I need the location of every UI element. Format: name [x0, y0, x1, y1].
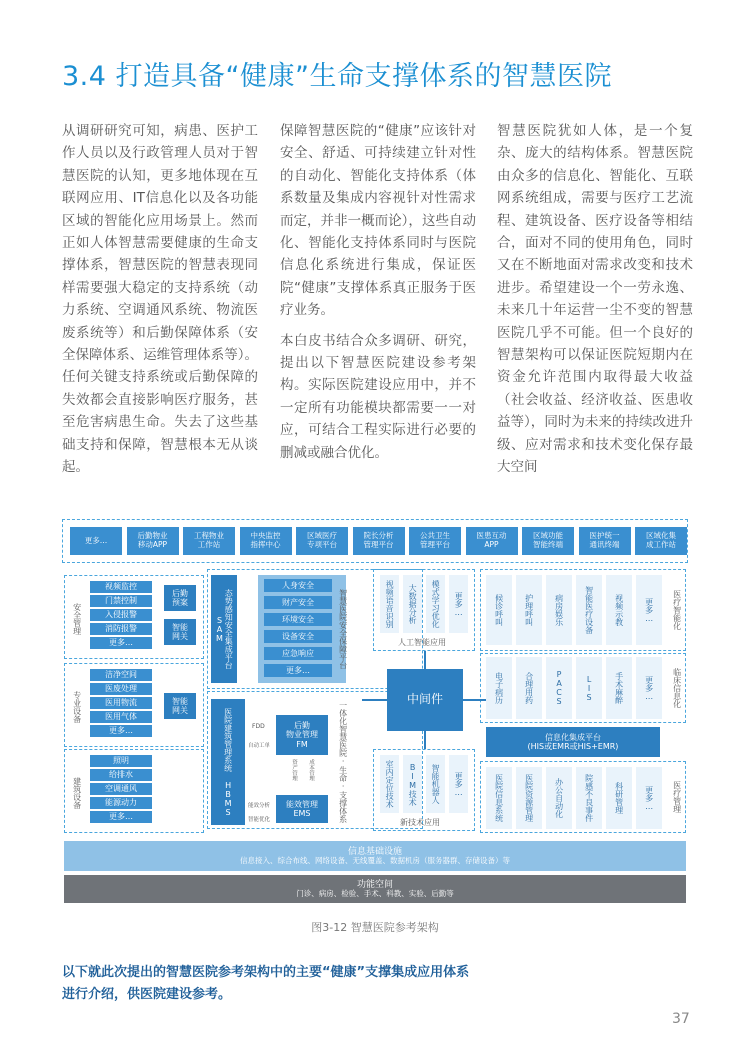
top-row-item: 工程物业 工作站 — [183, 527, 235, 555]
fm-box: 后勤 物业管理 FM — [276, 715, 328, 755]
sam-item: 人身安全 — [264, 579, 332, 592]
paragraph: 保障智慧医院的“健康”应该针对安全、舒适、可持续建立针对性的自动化、智能化支持体系（体系数量及集成内容视针对性需求而定，并非一概而论），这些自动化、智能化支持体系同时与医院信息化系统进行集成，保证医院“健康”支撑体系真正服务于医疗业务。 — [280, 123, 476, 319]
dept-label: 专业设备 — [72, 691, 82, 723]
top-row-item: 后勤物业 移动APP — [127, 527, 179, 555]
ai-item: 模式学习优化 — [426, 575, 445, 633]
medical-item: 智能医疗设备 — [576, 575, 602, 645]
clinical-item: PACS — [546, 657, 572, 719]
assets-label: 资产管理 — [291, 759, 297, 781]
bldg-item: 能源动力 — [90, 797, 152, 809]
text-column-2 — [280, 120, 476, 470]
mgmt-item: 医院信息系统 — [486, 767, 512, 829]
ai-label: 人工智能应用 — [398, 638, 446, 647]
clinical-item: 合理用药 — [516, 657, 542, 719]
integration-platform: 信息化集成平台 (HIS或EMR或HIS+EMR) — [486, 727, 660, 757]
paragraph: 本白皮书结合众多调研、研究，提出以下智慧医院建设参考架构。实际医院建设应用中，并不一定所有功能模块都需要一一对应，可结合工程实际进行必要的删减或融合优化。 — [280, 332, 476, 461]
sam-item: 更多… — [264, 664, 332, 677]
page-number: 37 — [672, 1011, 690, 1027]
sam-item: 财产安全 — [264, 596, 332, 609]
safety-label: 安全管理 — [72, 603, 82, 635]
bldg-item: 给排水 — [90, 769, 152, 781]
new-tech-label: 新技术应用 — [400, 818, 440, 827]
ops-side-label: 一体化智慧医院·生命·支撑体系 — [338, 701, 348, 823]
clinical-item: 手术麻醉 — [606, 657, 632, 719]
top-row-item: 公共卫生 管理平台 — [409, 527, 461, 555]
space-title: 功能空间 — [356, 879, 393, 890]
new-tech-item: BIM技术 — [403, 755, 422, 813]
safety-item: 视频监控 — [90, 581, 152, 593]
new-tech-item: 室内定位技术 — [380, 755, 399, 813]
bldg-item: 空调通风 — [90, 783, 152, 795]
smart-opt-label: 智能优化 — [248, 817, 271, 823]
top-row-item: 医护统一 通讯终端 — [579, 527, 631, 555]
mgmt-item: 办公自动化 — [546, 767, 572, 829]
bldg-label: 建筑设备 — [72, 777, 82, 809]
ai-item: 视频语音识别 — [380, 575, 399, 633]
mgmt-item: 科研管理 — [606, 767, 632, 829]
space-desc: 门诊、病房、检验、手术、科教、实验、后勤等 — [296, 888, 454, 898]
clinical-item: LIS — [576, 657, 602, 719]
infra-title: 信息基础设施 — [347, 846, 402, 857]
sam-item: 应急响应 — [264, 647, 332, 660]
dept-item: 医废处理 — [90, 683, 152, 695]
medical-item: 病房娱乐 — [546, 575, 572, 645]
space-bar — [64, 875, 686, 903]
connector-line — [424, 731, 426, 749]
summary-text: 以下就此次提出的智慧医院参考架构中的主要“健康”支撑集成应用体系进行介绍，供医院建设参考。 — [62, 965, 470, 1002]
medical-item: 候诊呼叫 — [486, 575, 512, 645]
mgmt-item: 院感不良事件 — [576, 767, 602, 829]
clinical-item: 更多… — [636, 657, 662, 719]
safety-item: 入侵报警 — [90, 609, 152, 621]
ems-box: 能效管理 EMS — [276, 795, 328, 823]
smart-gateway-2: 智能 网关 — [164, 693, 196, 719]
connector-line — [362, 699, 387, 701]
sam-item: 设备安全 — [264, 630, 332, 643]
safety-item: 消防报警 — [90, 623, 152, 635]
sam-label: 态势感知安全集成平台 SAM — [211, 575, 237, 683]
top-row-item: 更多… — [70, 527, 122, 555]
logistics-warning: 后勤 预案 — [164, 585, 196, 611]
smart-gateway-1: 智能 网关 — [164, 619, 196, 645]
figure-caption: 图3-12 智慧医院参考架构 — [311, 921, 439, 934]
mgmt-item: 更多… — [636, 767, 662, 829]
paragraph: 从调研研究可知，病患、医护工作人员以及行政管理人员对于智慧医院的认知，更多地体现在互联网应用、IT信息化以及各功能区域的智能化应用场景上。然而正如人体智慧需要健康的生命支撑体系，智慧医院的智慧表现同样需要强大稳定的支持系统（动力系统、空调通风系统、物流医废系统等）和后勤保障体系（安全保障体系、运维管理体系等）。任何关键支持系统或后勤保障的失效都会直接影响医疗服务，甚至危害病患生命。失去了这些基础支持和保障，智慧根本无从谈起。 — [62, 123, 258, 476]
top-row-item: 区域医疗 专项平台 — [296, 527, 348, 555]
dept-item: 医用物流 — [90, 697, 152, 709]
mgmt-item: 医院资源管理 — [516, 767, 542, 829]
safety-item: 门禁控制 — [90, 595, 152, 607]
energy-analysis-label: 能效分析 — [248, 803, 271, 809]
medical-item: 视频示教 — [606, 575, 632, 645]
clinical-item: 电子病历 — [486, 657, 512, 719]
text-column-1 — [62, 120, 258, 485]
top-row-item: 院长分析 管理平台 — [353, 527, 405, 555]
ai-item: 更多… — [449, 575, 468, 633]
mgmt-label: 医疗管理 — [672, 781, 682, 813]
medical-label: 医疗智能化 — [672, 590, 682, 630]
bldg-item: 照明 — [90, 755, 152, 767]
dept-item: 更多… — [90, 725, 152, 737]
architecture-diagram — [62, 519, 688, 905]
top-row-item: 区域功能 智能终端 — [522, 527, 574, 555]
fdd-label: FDD — [252, 723, 265, 730]
top-row-item: 医患互动 APP — [466, 527, 518, 555]
top-row-item: 区域化集 成工作站 — [635, 527, 687, 555]
infra-bar — [64, 841, 686, 871]
dept-item: 医用气体 — [90, 711, 152, 723]
middleware-box: 中间件 — [387, 669, 463, 731]
connector-line — [424, 651, 426, 669]
text-column-3 — [497, 120, 693, 485]
page-title: 3.4 打造具备“健康”生命支撑体系的智慧医院 — [62, 61, 612, 92]
sam-side-label: 智慧医院安全保障平台 — [338, 589, 348, 669]
safety-item: 更多… — [90, 637, 152, 649]
auto-work-label: 自动工单 — [248, 743, 271, 749]
top-row-item: 中央监控 指挥中心 — [240, 527, 292, 555]
new-tech-item: 智能机器人 — [426, 755, 445, 813]
connector-line — [463, 699, 486, 701]
sam-item: 环境安全 — [264, 613, 332, 626]
hbms-label: 医院建筑管理系统 HBMS — [211, 699, 245, 825]
infra-desc: 信息接入、综合布线、网络设备、无线覆盖、数据机房（服务器群、存储设备）等 — [240, 855, 510, 865]
cost-label: 成本管理 — [308, 759, 314, 781]
clinical-label: 临床信息化 — [672, 668, 682, 708]
dept-item: 洁净空间 — [90, 669, 152, 681]
bldg-item: 更多… — [90, 811, 152, 823]
medical-item: 更多… — [636, 575, 662, 645]
medical-item: 护理呼叫 — [516, 575, 542, 645]
ai-item: 大数据分析 — [403, 575, 422, 633]
new-tech-item: 更多… — [449, 755, 468, 813]
paragraph: 智慧医院犹如人体，是一个复杂、庞大的结构体系。智慧医院由众多的信息化、智能化、互联网系统组成，需要与医疗工艺流程、建筑设备、医疗设备等相结合，面对不同的使用角色，同时又在不断地面对需求改变和技术进步。希望建设一个一劳永逸、未来几十年运营一尘不变的智慧医院几乎不可能。但一个良好的智慧架构可以保证医院短期内在资金允许范围内取得最大收益（社会收益、经济收益、医患收益等），同时为未来的持续改进升级、应对需求和技术变化保存最大空间 — [497, 123, 693, 476]
